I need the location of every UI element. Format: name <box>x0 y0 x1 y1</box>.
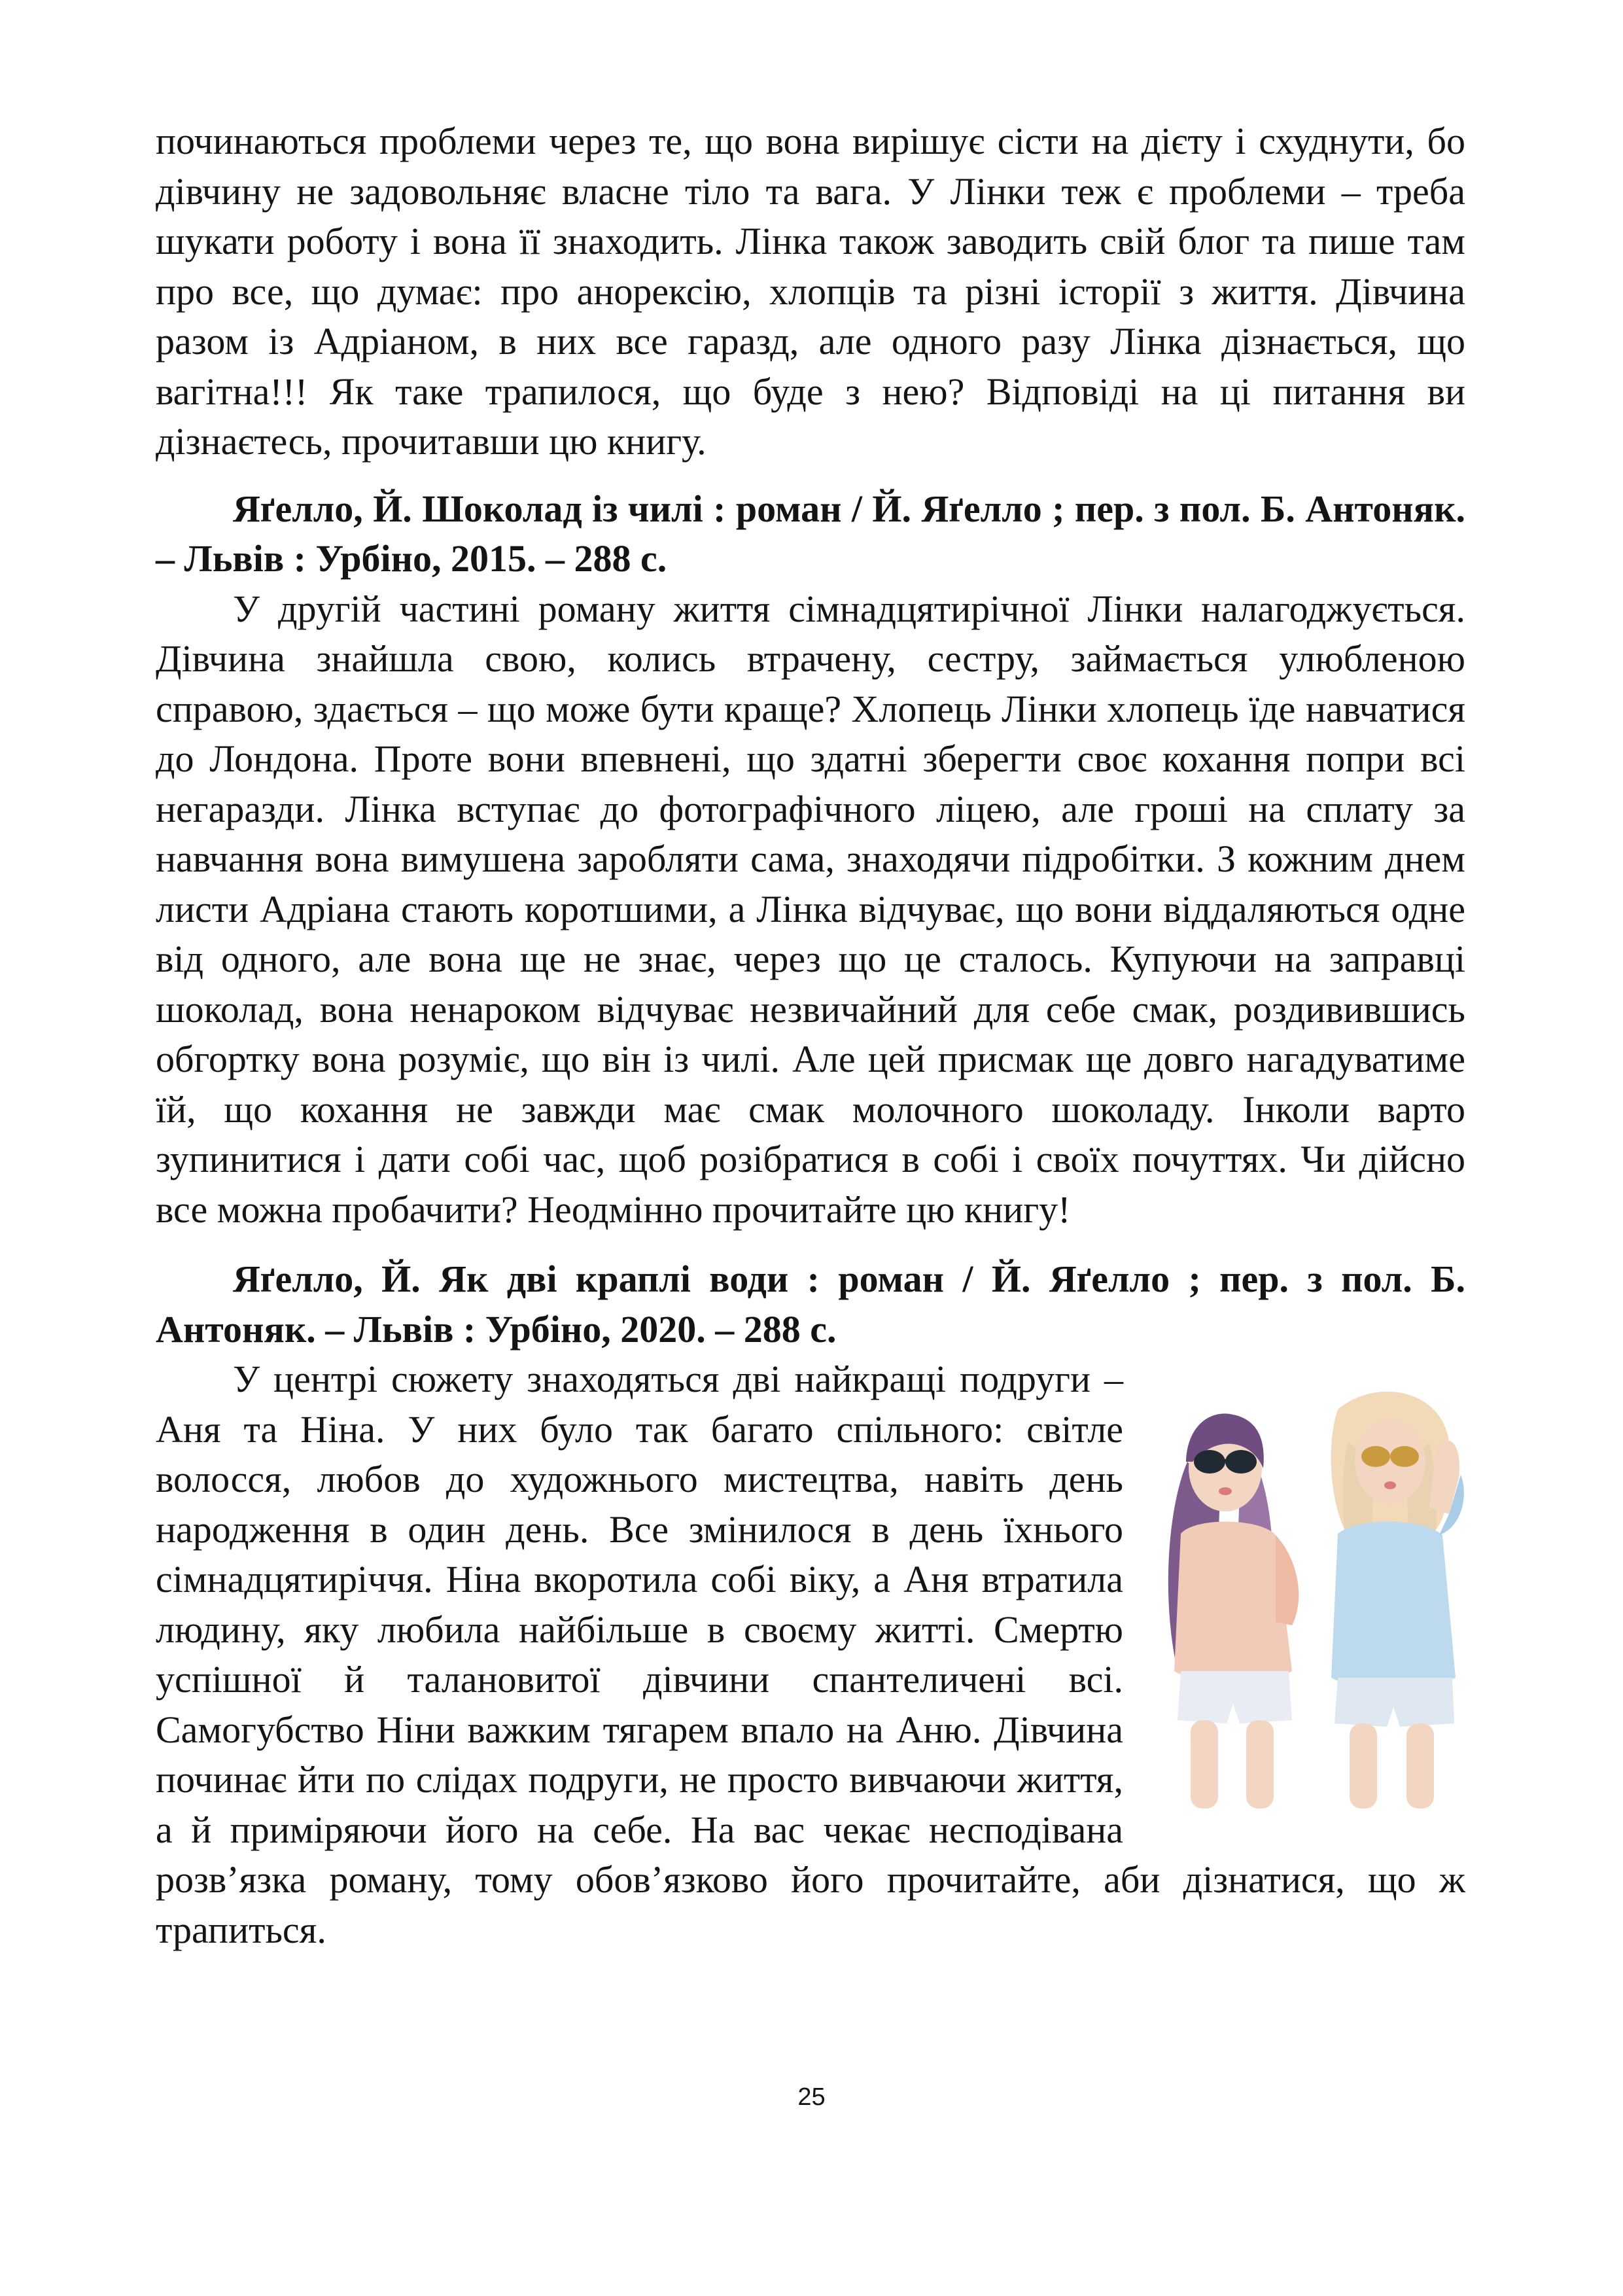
page-number: 25 <box>797 2083 826 2111</box>
sweater-left <box>1174 1521 1292 1681</box>
lips-right <box>1384 1481 1396 1489</box>
sweater-right <box>1331 1521 1456 1687</box>
shorts-left <box>1178 1671 1292 1723</box>
paragraph-continuation: починаються проблеми через те, що вона вирішує сісти на дієту і схуднути, бо дівчину не задовольняє власне тіло та вага. У Лінки теж є проблеми – треба шукати роботу і вона її знаходить. Лінка також заводить свій блог та пише там про все, що думає: про анорексію, хлопців та різні історії з життя. Дівчина разом із Адріаном, в них все гаразд, але одного разу Лінка дізнається, що вагітна!!! Як таке трапилося, що буде з нею? Відповіді на ці питання ви дізнаєтесь, прочитавши цю книгу. <box>156 120 1465 463</box>
leg-left-b <box>1246 1720 1274 1809</box>
shorts-right <box>1335 1678 1454 1727</box>
sunglasses-right-lens-a <box>1361 1446 1390 1467</box>
paragraph-yak-dvi-krapli-vody-review: У центрі сюжету знаходяться дві найкращі подруги – Аня та Ніна. У них було так багато спільного: світле волосся, любов до художнього мистецтва, навіть день народження в один день. Все змінилося в день їхнього сімнадцятиріччя. Ніна вкоротила собі віку, а Аня втратила людину, яку любила найбільше в своєму житті. Смертю успішної й талановитої дівчини спантеличені всі. Самогубство Ніни важким тягарем впало на Аню. Дівчина починає йти по слідах подруги, не просто вивчаючи життя, а й приміряючи його на себе. На вас чекає несподівана розв’язка роману, тому обов’язково його прочитайте, аби дізнатися, що ж трапиться. <box>156 1358 1465 1951</box>
two-girls-illustration <box>1142 1364 1472 1809</box>
leg-right-b <box>1406 1723 1434 1809</box>
document-page <box>156 116 1465 1955</box>
lips-left <box>1219 1487 1232 1495</box>
two-girls-illustration-icon <box>1142 1364 1472 1809</box>
sunglasses-right-lens-b <box>1390 1446 1419 1467</box>
paragraph-shokolad-iz-chili-review: У другій частині роману життя сімнадцятирічної Лінки налагоджується. Дівчина знайшла свою, колись втрачену, сестру, займається улюбленою справою, здається – що може бути краще? Хлопець Лінки хлопець їде навчатися до Лондона. Проте вони впевнені, що здатні зберегти своє кохання попри всі негаразди. Лінка вступає до фотографічного ліцею, але гроші на сплату за навчання вона вимушена заробляти сама, знаходячи підробітки. З кожним днем листи Адріана стають коротшими, а Лінка відчуває, що вони віддаляються одне від одного, але вона ще не знає, через що це сталось. Купуючи на заправці шоколад, вона ненароком відчуває незвичайний для себе смак, роздивившись обгортку вона розуміє, що він із чилі. Але цей присмак ще довго нагадуватиме їй, що кохання не завжди має смак молочного шоколаду. Інколи варто зупинитися і дати собі час, щоб розібратися в собі і своїх почуттях. Чи дійсно все можна пробачити? Неодмінно прочитайте цю книгу! <box>156 587 1465 1231</box>
sunglasses-left-lens-a <box>1194 1450 1225 1474</box>
sleeve-left <box>1276 1535 1299 1625</box>
leg-left-a <box>1191 1720 1218 1809</box>
sunglasses-left-lens-b <box>1225 1450 1257 1474</box>
sunglasses-left-bridge <box>1223 1459 1228 1462</box>
bibliographic-entry-shokolad-iz-chili: Яґелло, Й. Шоколад із чилі : роман / Й. Яґелло ; пер. з пол. Б. Антоняк. – Львів : Урбіно, 2015. – 288 с. <box>156 487 1465 580</box>
bibliographic-entry-yak-dvi-krapli-vody: Яґелло, Й. Як дві краплі води : роман / Й. Яґелло ; пер. з пол. Б. Антоняк. – Львів : Урбіно, 2020. – 288 с. <box>156 1258 1465 1351</box>
leg-right-a <box>1350 1723 1377 1809</box>
